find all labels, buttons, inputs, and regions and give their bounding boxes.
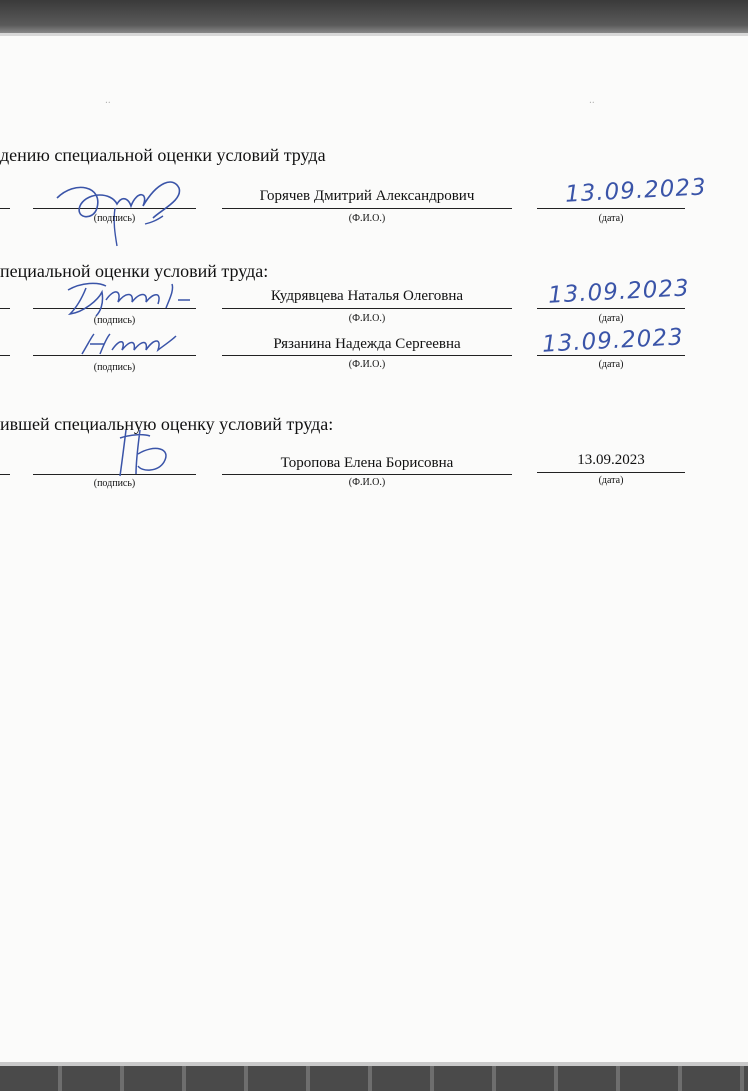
name-line [222,355,512,356]
handwritten-date: 13.09.2023 [564,174,708,208]
member-name: Кудрявцева Наталья Олеговна [270,288,464,304]
name-line [222,308,512,309]
fio-caption: (Ф.И.О.) [348,477,386,488]
typed-date: 13.09.2023 [577,452,645,468]
signature-caption: (подпись) [93,362,136,373]
date-line [537,208,685,209]
signature-caption: (подпись) [93,315,136,326]
position-line [0,355,10,356]
section-heading-chairman: дению специальной оценки условий труда [0,145,326,165]
name-line [222,208,512,209]
position-line [0,308,10,309]
handwritten-signature [45,170,215,250]
position-line [0,474,10,475]
handwritten-signature [76,330,186,360]
member-name: Торопова Елена Борисовна [280,455,454,471]
handwritten-signature [62,278,202,320]
handwritten-date: 13.09.2023 [541,324,685,358]
fio-caption: (Ф.И.О.) [348,213,386,224]
name-line [222,474,512,475]
member-name: Горячев Дмитрий Александрович [259,188,475,204]
section-heading-expert: ившей специальную оценку условий труда: [0,414,334,434]
signature-caption: (подпись) [93,213,136,224]
scan-top-edge [0,0,748,36]
scan-bottom-edge [0,1062,748,1091]
fio-caption: (Ф.И.О.) [348,359,386,370]
handwritten-signature [110,428,180,480]
date-caption: (дата) [598,359,624,370]
date-caption: (дата) [598,213,624,224]
fio-caption: (Ф.И.О.) [348,313,386,324]
date-caption: (дата) [598,313,624,324]
scan-speck: ᠂᠂ [104,99,110,107]
position-line [0,208,10,209]
member-name: Рязанина Надежда Сергеевна [273,336,461,352]
date-line [537,472,685,473]
handwritten-date: 13.09.2023 [547,275,691,309]
signature-caption: (подпись) [93,478,136,489]
section-heading-members: пециальной оценки условий труда: [0,261,269,281]
date-caption: (дата) [598,475,624,486]
scan-speck: ᠂᠂ [588,99,594,107]
